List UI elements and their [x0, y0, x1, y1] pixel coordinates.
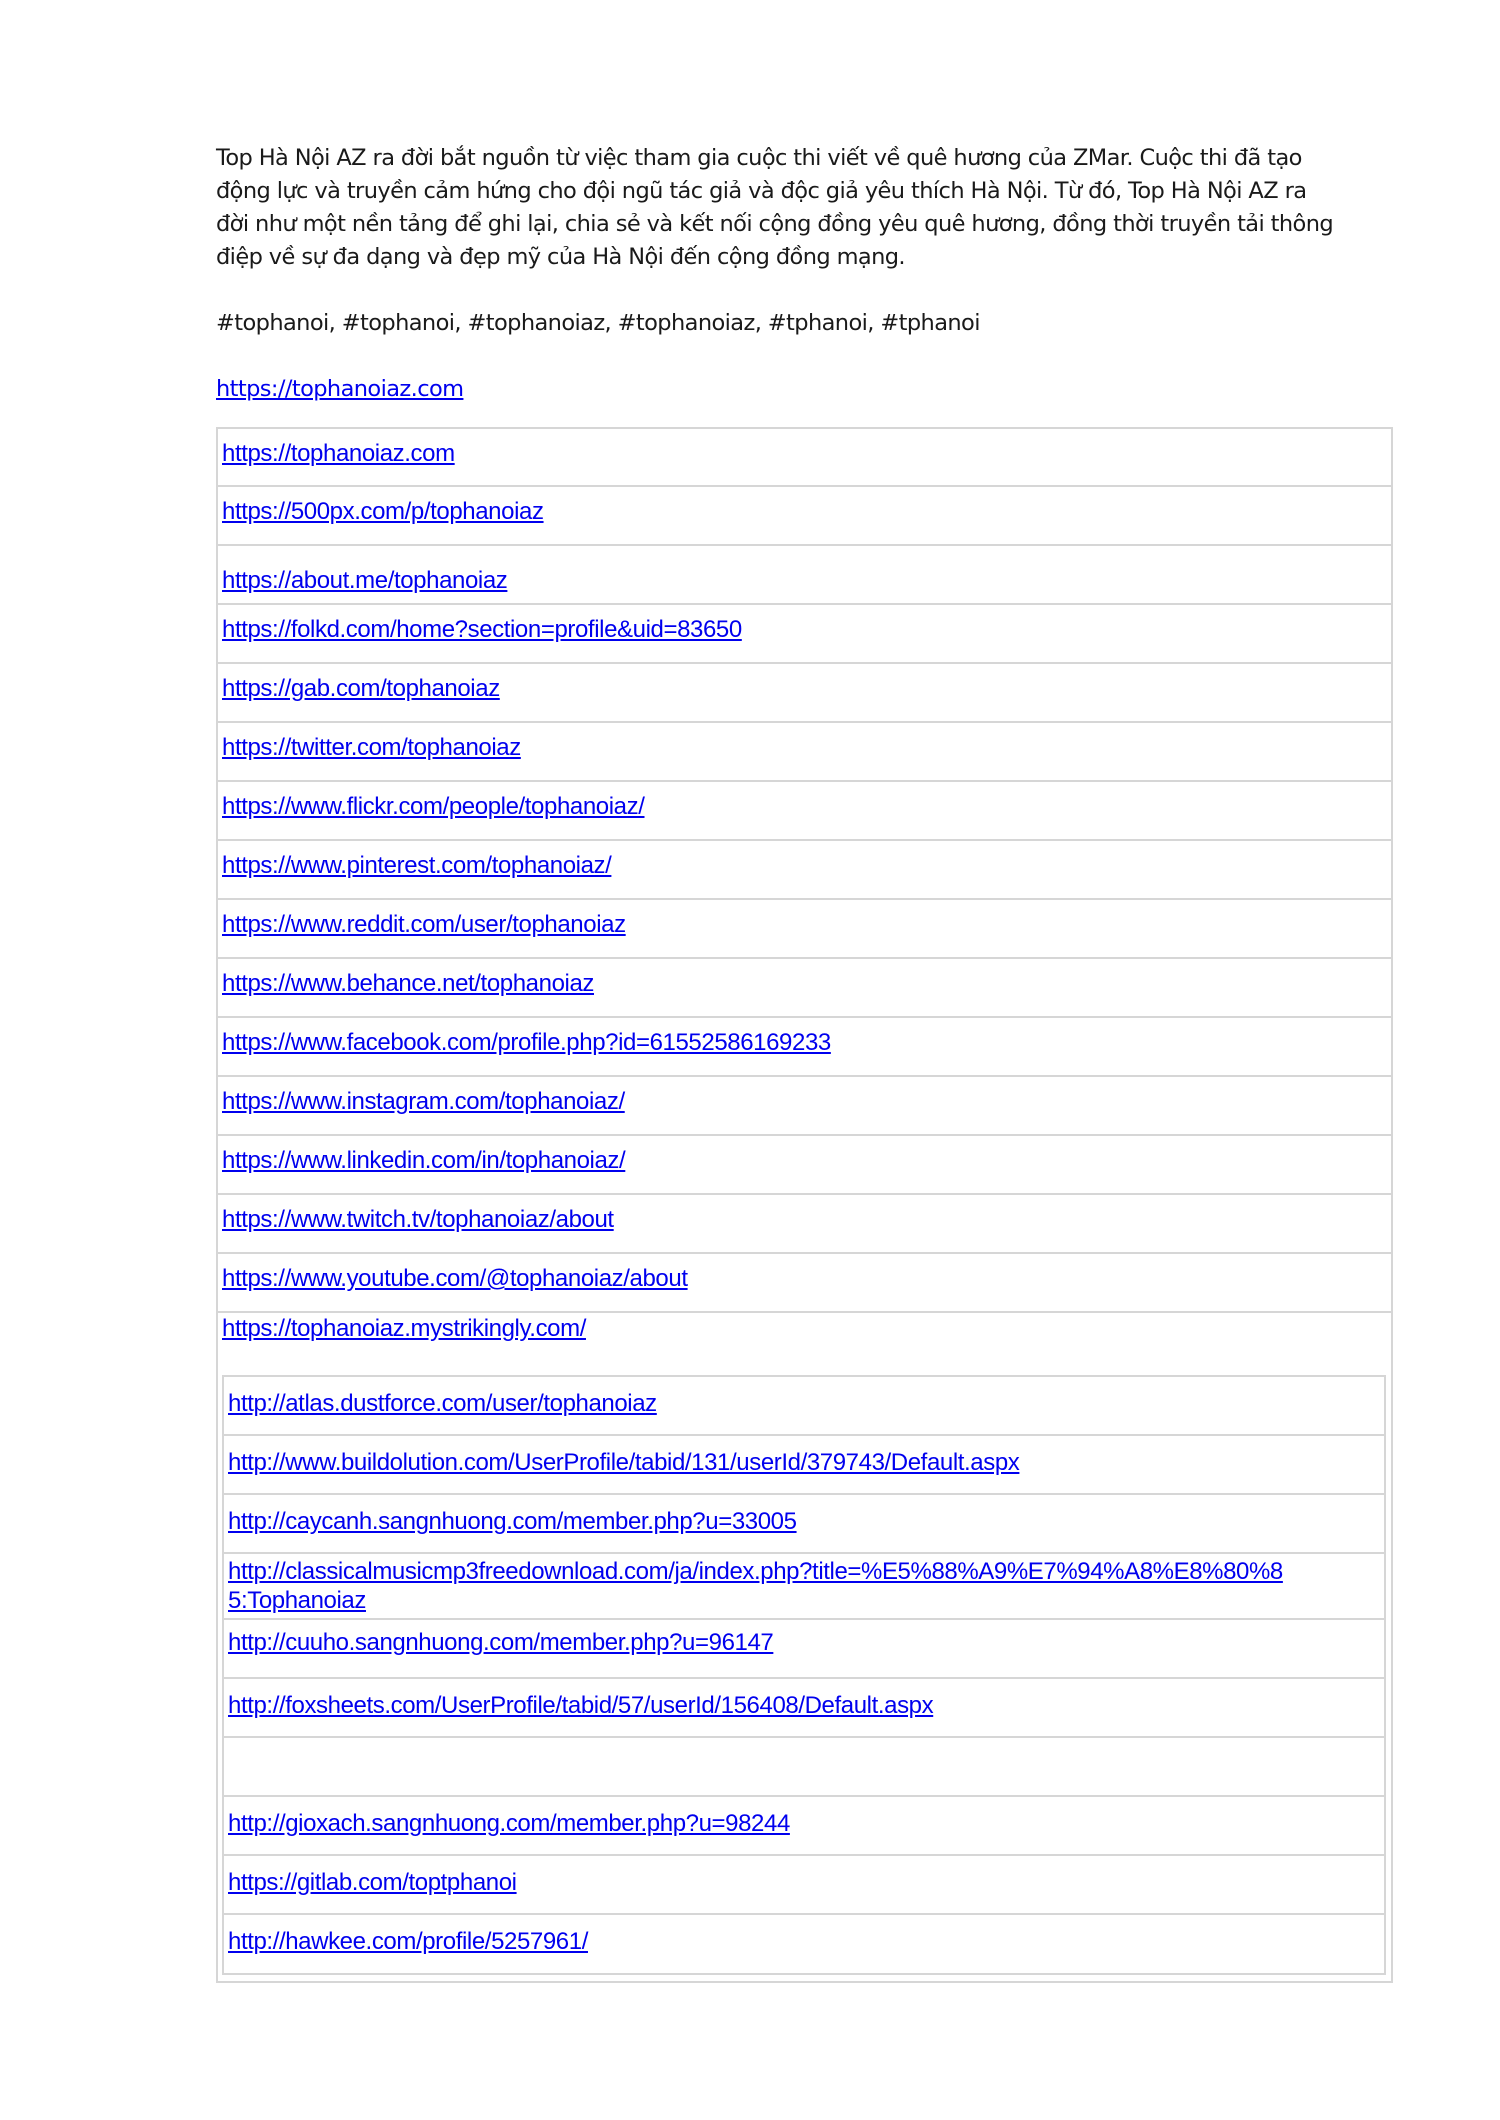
link-line: http://classicalmusicmp3freedownload.com/ja/index.php?title=%E5%88%A9%E7%94%A8%E8%80%8	[228, 1558, 1283, 1585]
profile-link[interactable]: https://www.reddit.com/user/tophanoiaz	[222, 911, 626, 938]
table-row	[224, 1797, 1384, 1856]
table-row	[224, 1377, 1384, 1436]
table-row	[224, 1915, 1384, 1973]
table-row	[224, 1495, 1384, 1554]
table-row-empty	[224, 1738, 1384, 1797]
profile-link[interactable]: http://caycanh.sangnhuong.com/member.php?u=33005	[228, 1508, 797, 1535]
table-row	[218, 1254, 1391, 1313]
table-row	[218, 841, 1391, 900]
profile-link[interactable]: https://www.linkedin.com/in/tophanoiaz/	[222, 1147, 626, 1174]
profile-link[interactable]: https://folkd.com/home?section=profile&uid=83650	[222, 616, 742, 643]
profile-link[interactable]: http://hawkee.com/profile/5257961/	[228, 1928, 588, 1955]
nested-links-table	[222, 1375, 1386, 1975]
table-row	[218, 782, 1391, 841]
table-row	[224, 1856, 1384, 1915]
table-row	[218, 1018, 1391, 1077]
table-row	[218, 1077, 1391, 1136]
table-row	[218, 664, 1391, 723]
hashtags: #tophanoi, #tophanoi, #tophanoiaz, #tophanoiaz, #tphanoi, #tphanoi	[216, 310, 980, 336]
link-line: 5:Tophanoiaz	[228, 1587, 366, 1614]
profile-link[interactable]: http://gioxach.sangnhuong.com/member.php?u=98244	[228, 1810, 790, 1837]
table-row	[224, 1554, 1384, 1620]
profile-link[interactable]: https://www.facebook.com/profile.php?id=61552586169233	[222, 1029, 831, 1056]
profile-link[interactable]: https://500px.com/p/tophanoiaz	[222, 498, 544, 525]
table-row	[218, 546, 1391, 605]
intro-paragraph	[216, 142, 1416, 274]
table-row	[218, 900, 1391, 959]
main-site-link[interactable]: https://tophanoiaz.com	[216, 376, 464, 402]
profile-link[interactable]: https://gab.com/tophanoiaz	[222, 675, 500, 702]
profile-link[interactable]: https://gitlab.com/toptphanoi	[228, 1869, 517, 1896]
table-row	[224, 1620, 1384, 1679]
profile-link[interactable]: https://tophanoiaz.mystrikingly.com/	[222, 1315, 586, 1342]
table-row	[218, 487, 1391, 546]
table-row	[224, 1436, 1384, 1495]
intro-line: động lực và truyền cảm hứng cho đội ngũ tác giả và độc giả yêu thích Hà Nội. Từ đó, Top Hà Nội AZ ra	[216, 178, 1307, 204]
table-row	[218, 429, 1391, 487]
table-row	[224, 1679, 1384, 1738]
intro-line: đời như một nền tảng để ghi lại, chia sẻ và kết nối cộng đồng yêu quê hương, đồng thời truyền tải thông	[216, 211, 1334, 237]
table-row	[218, 959, 1391, 1018]
profile-link[interactable]: https://tophanoiaz.com	[222, 440, 455, 467]
profile-link[interactable]: https://www.flickr.com/people/tophanoiaz/	[222, 793, 645, 820]
profile-link[interactable]: https://www.pinterest.com/tophanoiaz/	[222, 852, 612, 879]
table-row	[218, 1136, 1391, 1195]
profile-link[interactable]: http://cuuho.sangnhuong.com/member.php?u=96147	[228, 1629, 774, 1656]
intro-line: Top Hà Nội AZ ra đời bắt nguồn từ việc tham gia cuộc thi viết về quê hương của ZMar. Cuộc thi đã tạo	[216, 145, 1302, 171]
profile-link[interactable]: https://twitter.com/tophanoiaz	[222, 734, 521, 761]
profile-link[interactable]: https://www.instagram.com/tophanoiaz/	[222, 1088, 625, 1115]
profile-link[interactable]: https://www.youtube.com/@tophanoiaz/about	[222, 1265, 688, 1292]
profile-link[interactable]: http://foxsheets.com/UserProfile/tabid/57/userId/156408/Default.aspx	[228, 1692, 934, 1719]
profile-link[interactable]: http://www.buildolution.com/UserProfile/tabid/131/userId/379743/Default.aspx	[228, 1449, 1020, 1476]
profile-link[interactable]: https://www.behance.net/tophanoiaz	[222, 970, 594, 997]
table-row	[218, 723, 1391, 782]
profile-link[interactable]: https://www.twitch.tv/tophanoiaz/about	[222, 1206, 614, 1233]
intro-line: điệp về sự đa dạng và đẹp mỹ của Hà Nội đến cộng đồng mạng.	[216, 244, 905, 270]
profile-link[interactable]: http://atlas.dustforce.com/user/tophanoiaz	[228, 1390, 657, 1417]
table-row	[218, 1195, 1391, 1254]
main-site-link-container	[216, 373, 463, 406]
profile-link[interactable]	[228, 1557, 1283, 1615]
profile-link[interactable]: https://about.me/tophanoiaz	[222, 567, 508, 594]
table-row	[218, 605, 1391, 664]
